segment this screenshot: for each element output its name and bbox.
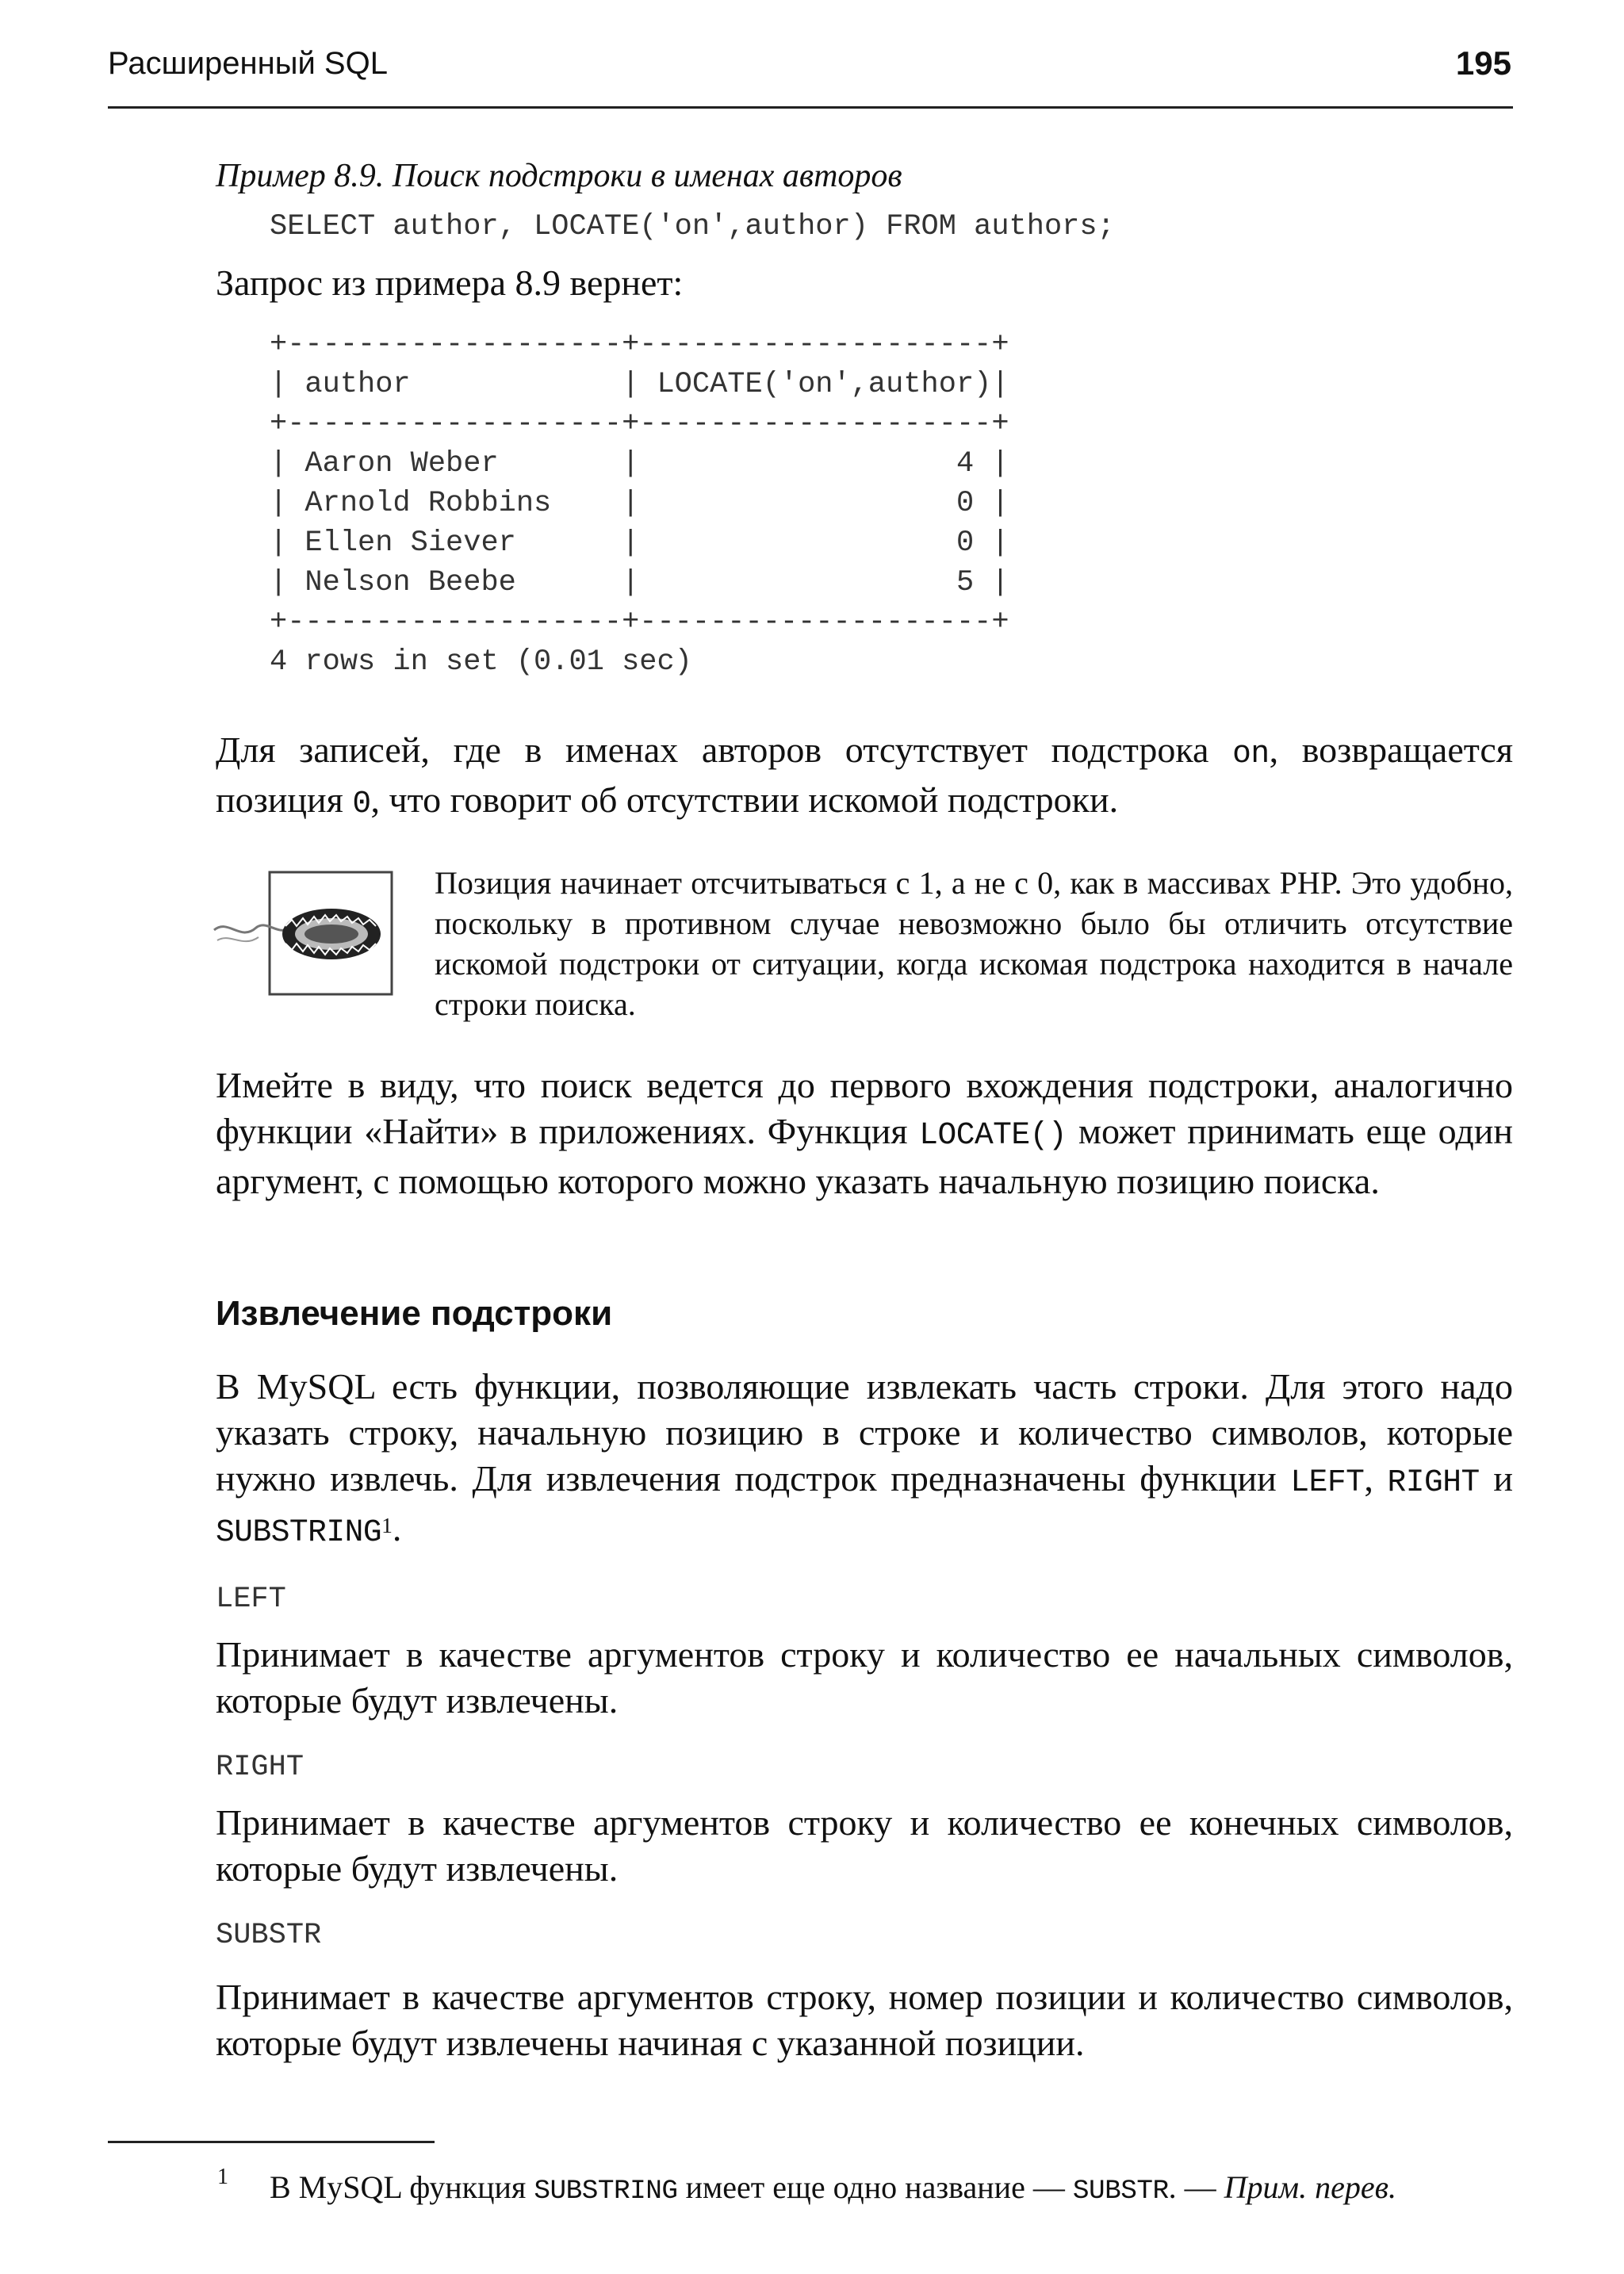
- paragraph-zero-position: Для записей, где в именах авторов отсутствует подстрока on, возвращается позиция 0, что говорит об отсутствии искомой подстроки.: [216, 729, 1513, 821]
- definition-term-left: LEFT: [216, 1583, 286, 1616]
- table-row: | Aaron Weber | 4 |: [270, 447, 1009, 480]
- result-table: [270, 325, 1009, 682]
- footnote-text: В MySQL функция SUBSTRING имеет еще одно название — SUBSTR. — Прим. перев.: [270, 2169, 1396, 2207]
- inline-code-on: on: [1232, 736, 1270, 771]
- example-code: SELECT author, LOCATE('on',author) FROM authors;: [270, 210, 1115, 243]
- result-intro: Запрос из примера 8.9 вернет:: [216, 262, 684, 303]
- definition-term-right: RIGHT: [216, 1751, 304, 1784]
- footnote-code-substring: SUBSTRING: [534, 2176, 678, 2207]
- note-text: Позиция начинает отсчитываться с 1, а не с 0, как в массивах PHP. Это удобно, поскольку в противном случае невозможно было бы отличить отсутствие искомой подстроки от ситуации, когда искомая подстрока находится в начале строки поиска.: [435, 865, 1513, 1022]
- table-row: | Nelson Beebe | 5 |: [270, 566, 1009, 599]
- trap-icon: [213, 871, 395, 997]
- footnote-code-substr: SUBSTR: [1072, 2176, 1169, 2207]
- table-border: +-------------------+--------------------+: [270, 606, 1009, 639]
- section-heading: Извлечение подстроки: [216, 1294, 613, 1333]
- table-row: | Arnold Robbins | 0 |: [270, 487, 1009, 520]
- inline-code-zero: 0: [352, 786, 371, 821]
- running-header-title: Расширенный SQL: [108, 46, 388, 81]
- paragraph-first-occurrence: Имейте в виду, что поиск ведется до первого вхождения подстроки, аналогично функции «Найти» в приложениях. Функция LOCATE() может принимать еще один аргумент, с помощью которого можно указать начальную позицию поиска.: [216, 1065, 1513, 1201]
- footnote-mark: 1: [217, 2165, 228, 2189]
- inline-code-locate: LOCATE(): [919, 1117, 1067, 1153]
- inline-code-left: LEFT: [1290, 1464, 1365, 1500]
- example-caption: Пример 8.9. Поиск подстроки в именах авторов: [216, 158, 902, 194]
- definition-term-substr: SUBSTR: [216, 1919, 322, 1952]
- table-border: +-------------------+--------------------+: [270, 328, 1009, 362]
- definition-desc-left: Принимает в качестве аргументов строку и количество ее начальных символов, которые будут извлечены.: [216, 1634, 1513, 1721]
- footnote-rule: [108, 2141, 435, 2143]
- table-summary: 4 rows in set (0.01 sec): [270, 645, 692, 679]
- inline-code-substring: SUBSTRING: [216, 1514, 382, 1550]
- definition-desc-right: Принимает в качестве аргументов строку и количество ее конечных символов, которые будут извлечены.: [216, 1802, 1513, 1889]
- table-row: | Ellen Siever | 0 |: [270, 526, 1009, 560]
- paragraph-substring-functions: В MySQL есть функции, позволяющие извлекать часть строки. Для этого надо указать строку, начальную позицию в строке и количество символов, которые нужно извлечь. Для извлечения подстрок предназначены функции LEFT, RIGHT и SUBSTRING$^1$.: [216, 1366, 1514, 1550]
- footnote-reference: 1: [381, 1513, 393, 1537]
- header-rule: [108, 106, 1513, 109]
- table-border: +-------------------+--------------------+: [270, 408, 1009, 441]
- page-number: 195: [1455, 44, 1511, 82]
- table-header-row: | author | LOCATE('on',author)|: [270, 368, 1009, 401]
- definition-desc-substr: Принимает в качестве аргументов строку, номер позиции и количество символов, которые будут извлечены начиная с указанной позиции.: [216, 1977, 1513, 2063]
- inline-code-right: RIGHT: [1387, 1464, 1480, 1500]
- translator-note: Прим. перев.: [1224, 2169, 1396, 2205]
